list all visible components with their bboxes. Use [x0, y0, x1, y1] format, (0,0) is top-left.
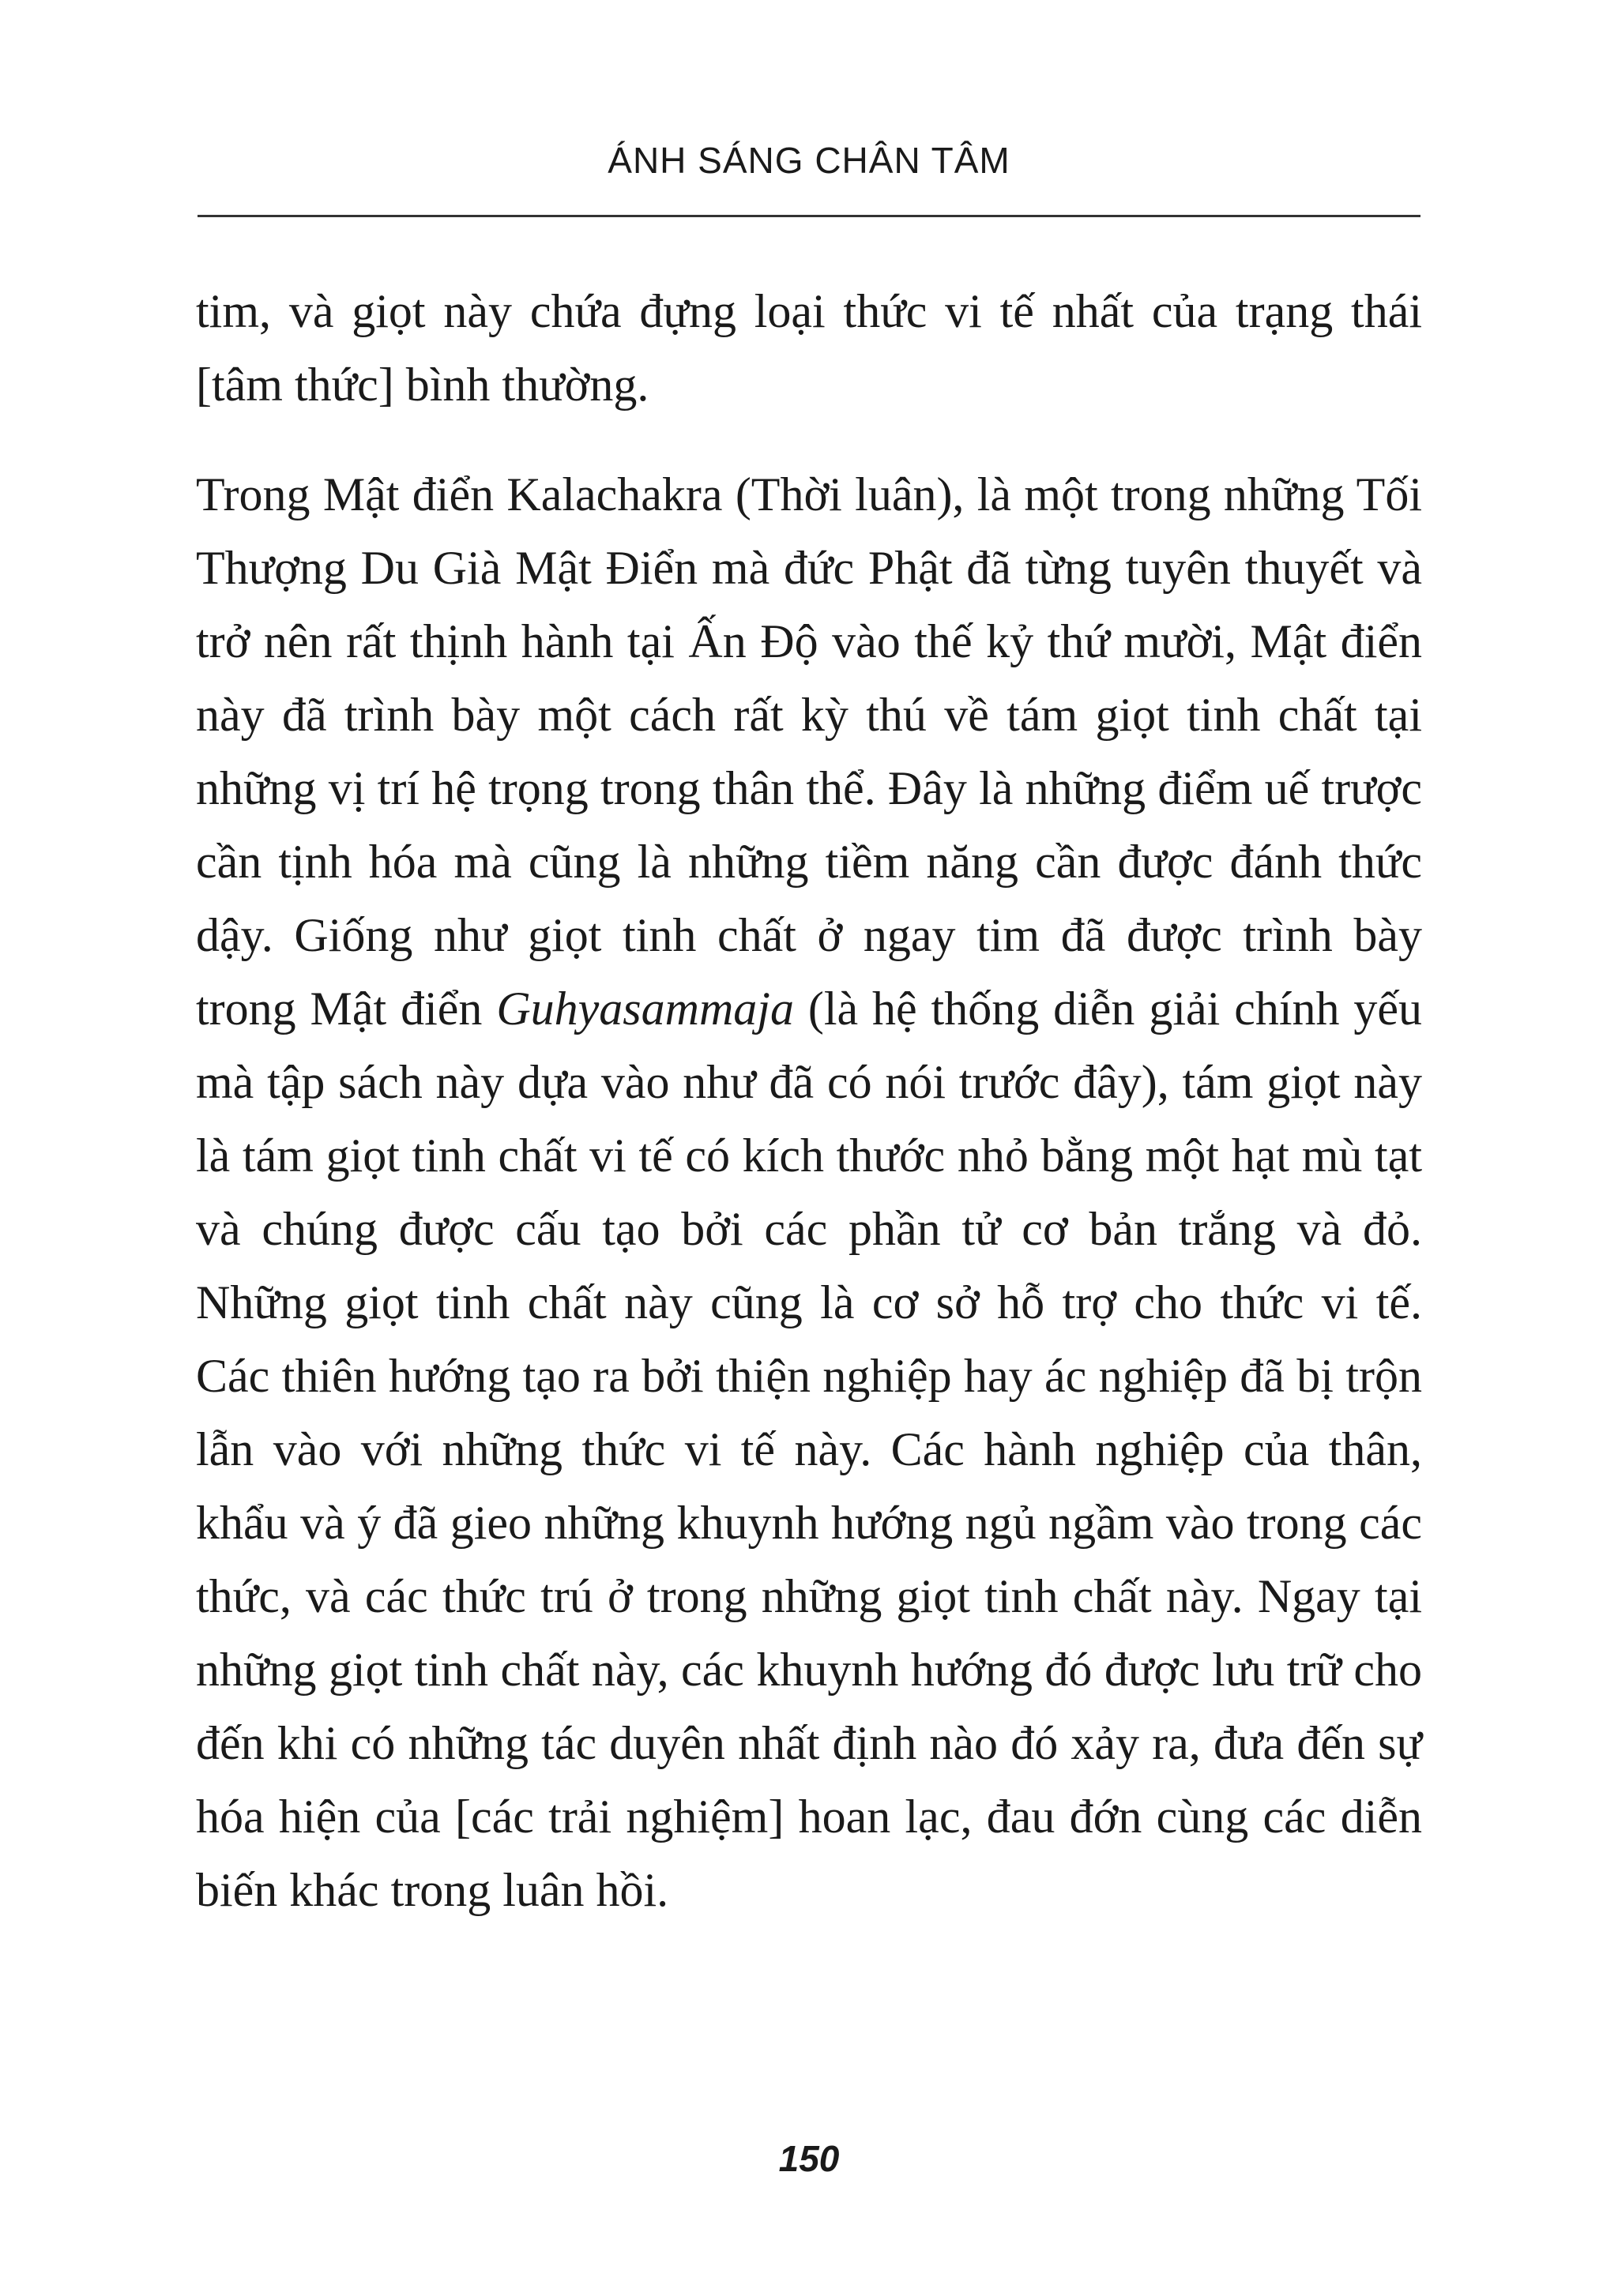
- paragraph-2: [196, 458, 1422, 1927]
- paragraph-2-text-start: Trong Mật điển Kalachakra (Thời luân), là một trong những Tối Thượng Du Già Mật Điển mà đức Phật đã từng tuyên thuyết và trở nên rất thịnh hành tại Ấn Độ vào thế kỷ thứ mười, Mật điển này đã trình bày một cách rất kỳ thú về tám giọt tinh chất tại những vị trí hệ trọng trong thân thể. Đây là những điểm uế trược cần tịnh hóa mà cũng là những tiềm năng cần được đánh thức dậy. Giống như giọt tinh chất ở ngay tim đã được trình bày trong Mật điển: [196, 468, 1422, 1035]
- paragraph-1: tim, và giọt này chứa đựng loại thức vi tế nhất của trạng thái [tâm thức] bình thường.: [196, 285, 1422, 411]
- page-number: 150: [778, 2138, 840, 2179]
- body-text: [196, 275, 1422, 1927]
- running-header-title: ÁNH SÁNG CHÂN TÂM: [608, 140, 1010, 181]
- header-divider: [198, 215, 1420, 217]
- paragraph-2-text-end: (là hệ thống diễn giải chính yếu mà tập sách này dựa vào như đã có nói trước đây), tám giọt này là tám giọt tinh chất vi tế có kích thước nhỏ bằng một hạt mù tạt và chúng được cấu tạo bởi các phần tử cơ bản trắng và đỏ. Những giọt tinh chất này cũng là cơ sở hỗ trợ cho thức vi tế. Các thiên hướng tạo ra bởi thiện nghiệp hay ác nghiệp đã bị trộn lẫn vào với những thức vi tế này. Các hành nghiệp của thân, khẩu và ý đã gieo những khuynh hướng ngủ ngầm vào trong các thức, và các thức trú ở trong những giọt tinh chất này. Ngay tại những giọt tinh chất này, các khuynh hướng đó được lưu trữ cho đến khi có những tác duyên nhất định nào đó xảy ra, đưa đến sự hóa hiện của [các trải nghiệm] hoan lạc, đau đớn cùng các diễn biến khác trong luân hồi.: [196, 983, 1423, 1916]
- italic-term: Guhyasammaja: [496, 983, 794, 1035]
